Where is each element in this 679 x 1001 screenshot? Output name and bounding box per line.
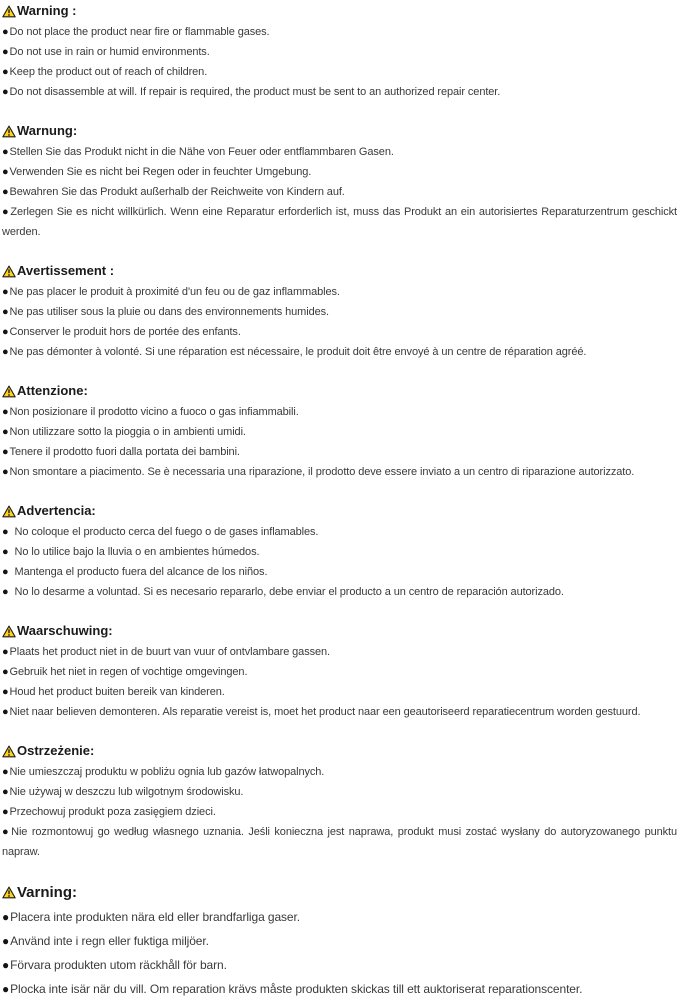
warning-list	[2, 642, 677, 722]
warning-item-text: Nie rozmontowuj go według własnego uznania. Jeśli konieczna jest naprawa, produkt musi zostać wysłany do autoryzowanego punktu napraw.	[2, 826, 678, 858]
bullet-icon: ●	[2, 806, 9, 818]
warning-item-text: Använd inte i regn eller fuktiga miljöer.	[10, 934, 209, 948]
warning-item	[2, 62, 677, 82]
warning-item	[2, 562, 677, 582]
warning-item	[2, 822, 677, 862]
section-heading-text: Advertencia:	[17, 503, 96, 518]
bullet-icon: ●	[2, 66, 9, 78]
warning-section	[2, 383, 677, 482]
warning-item	[2, 662, 677, 682]
bullet-icon: ●	[2, 766, 9, 778]
bullet-icon: ●	[2, 466, 9, 478]
warning-item-text: Conserver le produit hors de portée des enfants.	[9, 326, 241, 338]
warning-item	[2, 82, 677, 102]
bullet-icon: ●	[2, 446, 9, 458]
warning-list	[2, 142, 677, 242]
warning-item-text: No lo desarme a voluntad. Si es necesario repararlo, debe enviar el producto a un centro de reparación autorizado.	[14, 586, 564, 598]
warning-item-text: No lo utilice bajo la lluvia o en ambientes húmedos.	[14, 546, 260, 558]
warning-item	[2, 42, 677, 62]
bullet-icon: ●	[2, 910, 10, 924]
warning-section	[2, 263, 677, 362]
warning-item	[2, 282, 677, 302]
warning-item	[2, 182, 677, 202]
warning-item-text: Ne pas démonter à volonté. Si une réparation est nécessaire, le produit doit être envoyé à un centre de réparation agréé.	[9, 346, 587, 358]
warning-item	[2, 782, 677, 802]
bullet-icon: ●	[2, 406, 9, 418]
warning-item	[2, 422, 677, 442]
warning-triangle-icon	[2, 625, 16, 638]
warning-item-text: Przechowuj produkt poza zasięgiem dzieci.	[9, 806, 216, 818]
warning-triangle-icon	[2, 125, 16, 138]
warning-item-text: Keep the product out of reach of children.	[9, 66, 208, 78]
warning-item-text: Do not use in rain or humid environments.	[9, 46, 210, 58]
section-heading	[2, 383, 677, 399]
warning-item-text: Verwenden Sie es nicht bei Regen oder in feuchter Umgebung.	[9, 166, 312, 178]
warning-item-text: Plocka inte isär när du vill. Om reparation krävs måste produkten skickas till ett auktoriserat reparationscenter.	[10, 982, 583, 996]
section-heading-text: Avertissement :	[17, 263, 115, 278]
section-heading	[2, 3, 677, 19]
warning-item-text: Ne pas utiliser sous la pluie ou dans des environnements humides.	[9, 306, 329, 318]
bullet-icon: ●	[2, 26, 9, 38]
warning-item-text: Stellen Sie das Produkt nicht in die Nähe von Feuer oder entflammbaren Gasen.	[9, 146, 394, 158]
bullet-icon: ●	[2, 686, 9, 698]
bullet-icon: ●	[2, 958, 10, 972]
section-heading-text: Varning:	[17, 884, 78, 901]
warning-section	[2, 503, 677, 602]
bullet-icon: ●	[2, 826, 11, 838]
warning-triangle-icon	[2, 385, 16, 398]
bullet-icon: ●	[2, 146, 9, 158]
warning-section	[2, 623, 677, 722]
warning-item-text: Gebruik het niet in regen of vochtige omgevingen.	[9, 666, 248, 678]
warning-item-text: Förvara produkten utom räckhåll för barn.	[10, 958, 227, 972]
section-heading-text: Warnung:	[17, 123, 78, 138]
bullet-icon: ●	[2, 646, 9, 658]
warning-item	[2, 302, 677, 322]
warning-item-text: Do not disassemble at will. If repair is required, the product must be sent to an authorized repair center.	[9, 86, 501, 98]
bullet-icon: ●	[2, 206, 10, 218]
warning-section	[2, 123, 677, 242]
warning-triangle-icon	[2, 886, 16, 899]
warning-list	[2, 762, 677, 862]
warning-item-text: Bewahren Sie das Produkt außerhalb der Reichweite von Kindern auf.	[9, 186, 345, 198]
warning-item	[2, 642, 677, 662]
warning-list	[2, 402, 677, 482]
section-heading	[2, 123, 677, 139]
bullet-icon: ●	[2, 586, 9, 598]
bullet-icon: ●	[2, 286, 9, 298]
bullet-icon: ●	[2, 346, 9, 358]
warning-item	[2, 953, 677, 977]
warning-item-text: Mantenga el producto fuera del alcance de los niños.	[14, 566, 268, 578]
warning-section	[2, 883, 677, 1001]
warning-item-text: Ne pas placer le produit à proximité d'un feu ou de gaz inflammables.	[9, 286, 340, 298]
warning-list	[2, 22, 677, 102]
warning-list	[2, 905, 677, 1001]
warning-triangle-icon	[2, 5, 16, 18]
bullet-icon: ●	[2, 546, 9, 558]
bullet-icon: ●	[2, 786, 9, 798]
warning-item-text: Non posizionare il prodotto vicino a fuoco o gas infiammabili.	[9, 406, 299, 418]
warning-item-text: Houd het product buiten bereik van kinderen.	[9, 686, 225, 698]
warning-item-text: Do not place the product near fire or flammable gases.	[9, 26, 270, 38]
warning-item-text: Tenere il prodotto fuori dalla portata dei bambini.	[9, 446, 240, 458]
warning-item	[2, 22, 677, 42]
warning-item	[2, 905, 677, 929]
warning-item	[2, 522, 677, 542]
section-heading-text: Warning :	[17, 3, 77, 18]
warning-list	[2, 282, 677, 362]
bullet-icon: ●	[2, 186, 9, 198]
bullet-icon: ●	[2, 706, 9, 718]
warning-item	[2, 462, 677, 482]
warning-section	[2, 743, 677, 862]
warning-item	[2, 542, 677, 562]
warning-item-text: Nie umieszczaj produktu w pobliżu ognia lub gazów łatwopalnych.	[9, 766, 325, 778]
bullet-icon: ●	[2, 306, 9, 318]
warning-item-text: Plaats het product niet in de buurt van vuur of ontvlambare gassen.	[9, 646, 330, 658]
section-heading	[2, 503, 677, 519]
warning-item-text: Non smontare a piacimento. Se è necessaria una riparazione, il prodotto deve essere inviato a un centro di riparazione autorizzato.	[9, 466, 635, 478]
bullet-icon: ●	[2, 326, 9, 338]
warning-item	[2, 342, 677, 362]
bullet-icon: ●	[2, 566, 9, 578]
warning-item	[2, 162, 677, 182]
warning-item	[2, 442, 677, 462]
warning-document	[2, 3, 677, 1001]
warning-item-text: Non utilizzare sotto la pioggia o in ambienti umidi.	[9, 426, 246, 438]
warning-item-text: Placera inte produkten nära eld eller brandfarliga gaser.	[10, 910, 300, 924]
section-heading	[2, 743, 677, 759]
bullet-icon: ●	[2, 426, 9, 438]
section-heading-text: Ostrzeżenie:	[17, 743, 95, 758]
warning-item	[2, 582, 677, 602]
warning-item	[2, 322, 677, 342]
warning-section	[2, 3, 677, 102]
bullet-icon: ●	[2, 982, 10, 996]
warning-item	[2, 762, 677, 782]
section-heading	[2, 263, 677, 279]
warning-item	[2, 702, 677, 722]
warning-item	[2, 802, 677, 822]
warning-list	[2, 522, 677, 602]
bullet-icon: ●	[2, 934, 10, 948]
warning-item	[2, 929, 677, 953]
warning-item-text: Niet naar believen demonteren. Als reparatie vereist is, moet het product naar een geautoriseerd reparatiecentrum worden gestuurd.	[9, 706, 641, 718]
section-heading	[2, 883, 677, 902]
warning-triangle-icon	[2, 745, 16, 758]
section-heading-text: Waarschuwing:	[17, 623, 113, 638]
warning-item	[2, 682, 677, 702]
warning-item-text: Nie używaj w deszczu lub wilgotnym środowisku.	[9, 786, 244, 798]
section-heading-text: Attenzione:	[17, 383, 88, 398]
warning-item	[2, 142, 677, 162]
warning-item	[2, 202, 677, 242]
warning-triangle-icon	[2, 265, 16, 278]
warning-item	[2, 402, 677, 422]
warning-item	[2, 977, 677, 1001]
bullet-icon: ●	[2, 666, 9, 678]
bullet-icon: ●	[2, 86, 9, 98]
bullet-icon: ●	[2, 166, 9, 178]
warning-item-text: Zerlegen Sie es nicht willkürlich. Wenn eine Reparatur erforderlich ist, muss das Produkt an ein autorisiertes Reparaturzentrum geschickt werden.	[2, 206, 677, 238]
bullet-icon: ●	[2, 46, 9, 58]
bullet-icon: ●	[2, 526, 9, 538]
section-heading	[2, 623, 677, 639]
warning-triangle-icon	[2, 505, 16, 518]
warning-item-text: No coloque el producto cerca del fuego o de gases inflamables.	[14, 526, 319, 538]
